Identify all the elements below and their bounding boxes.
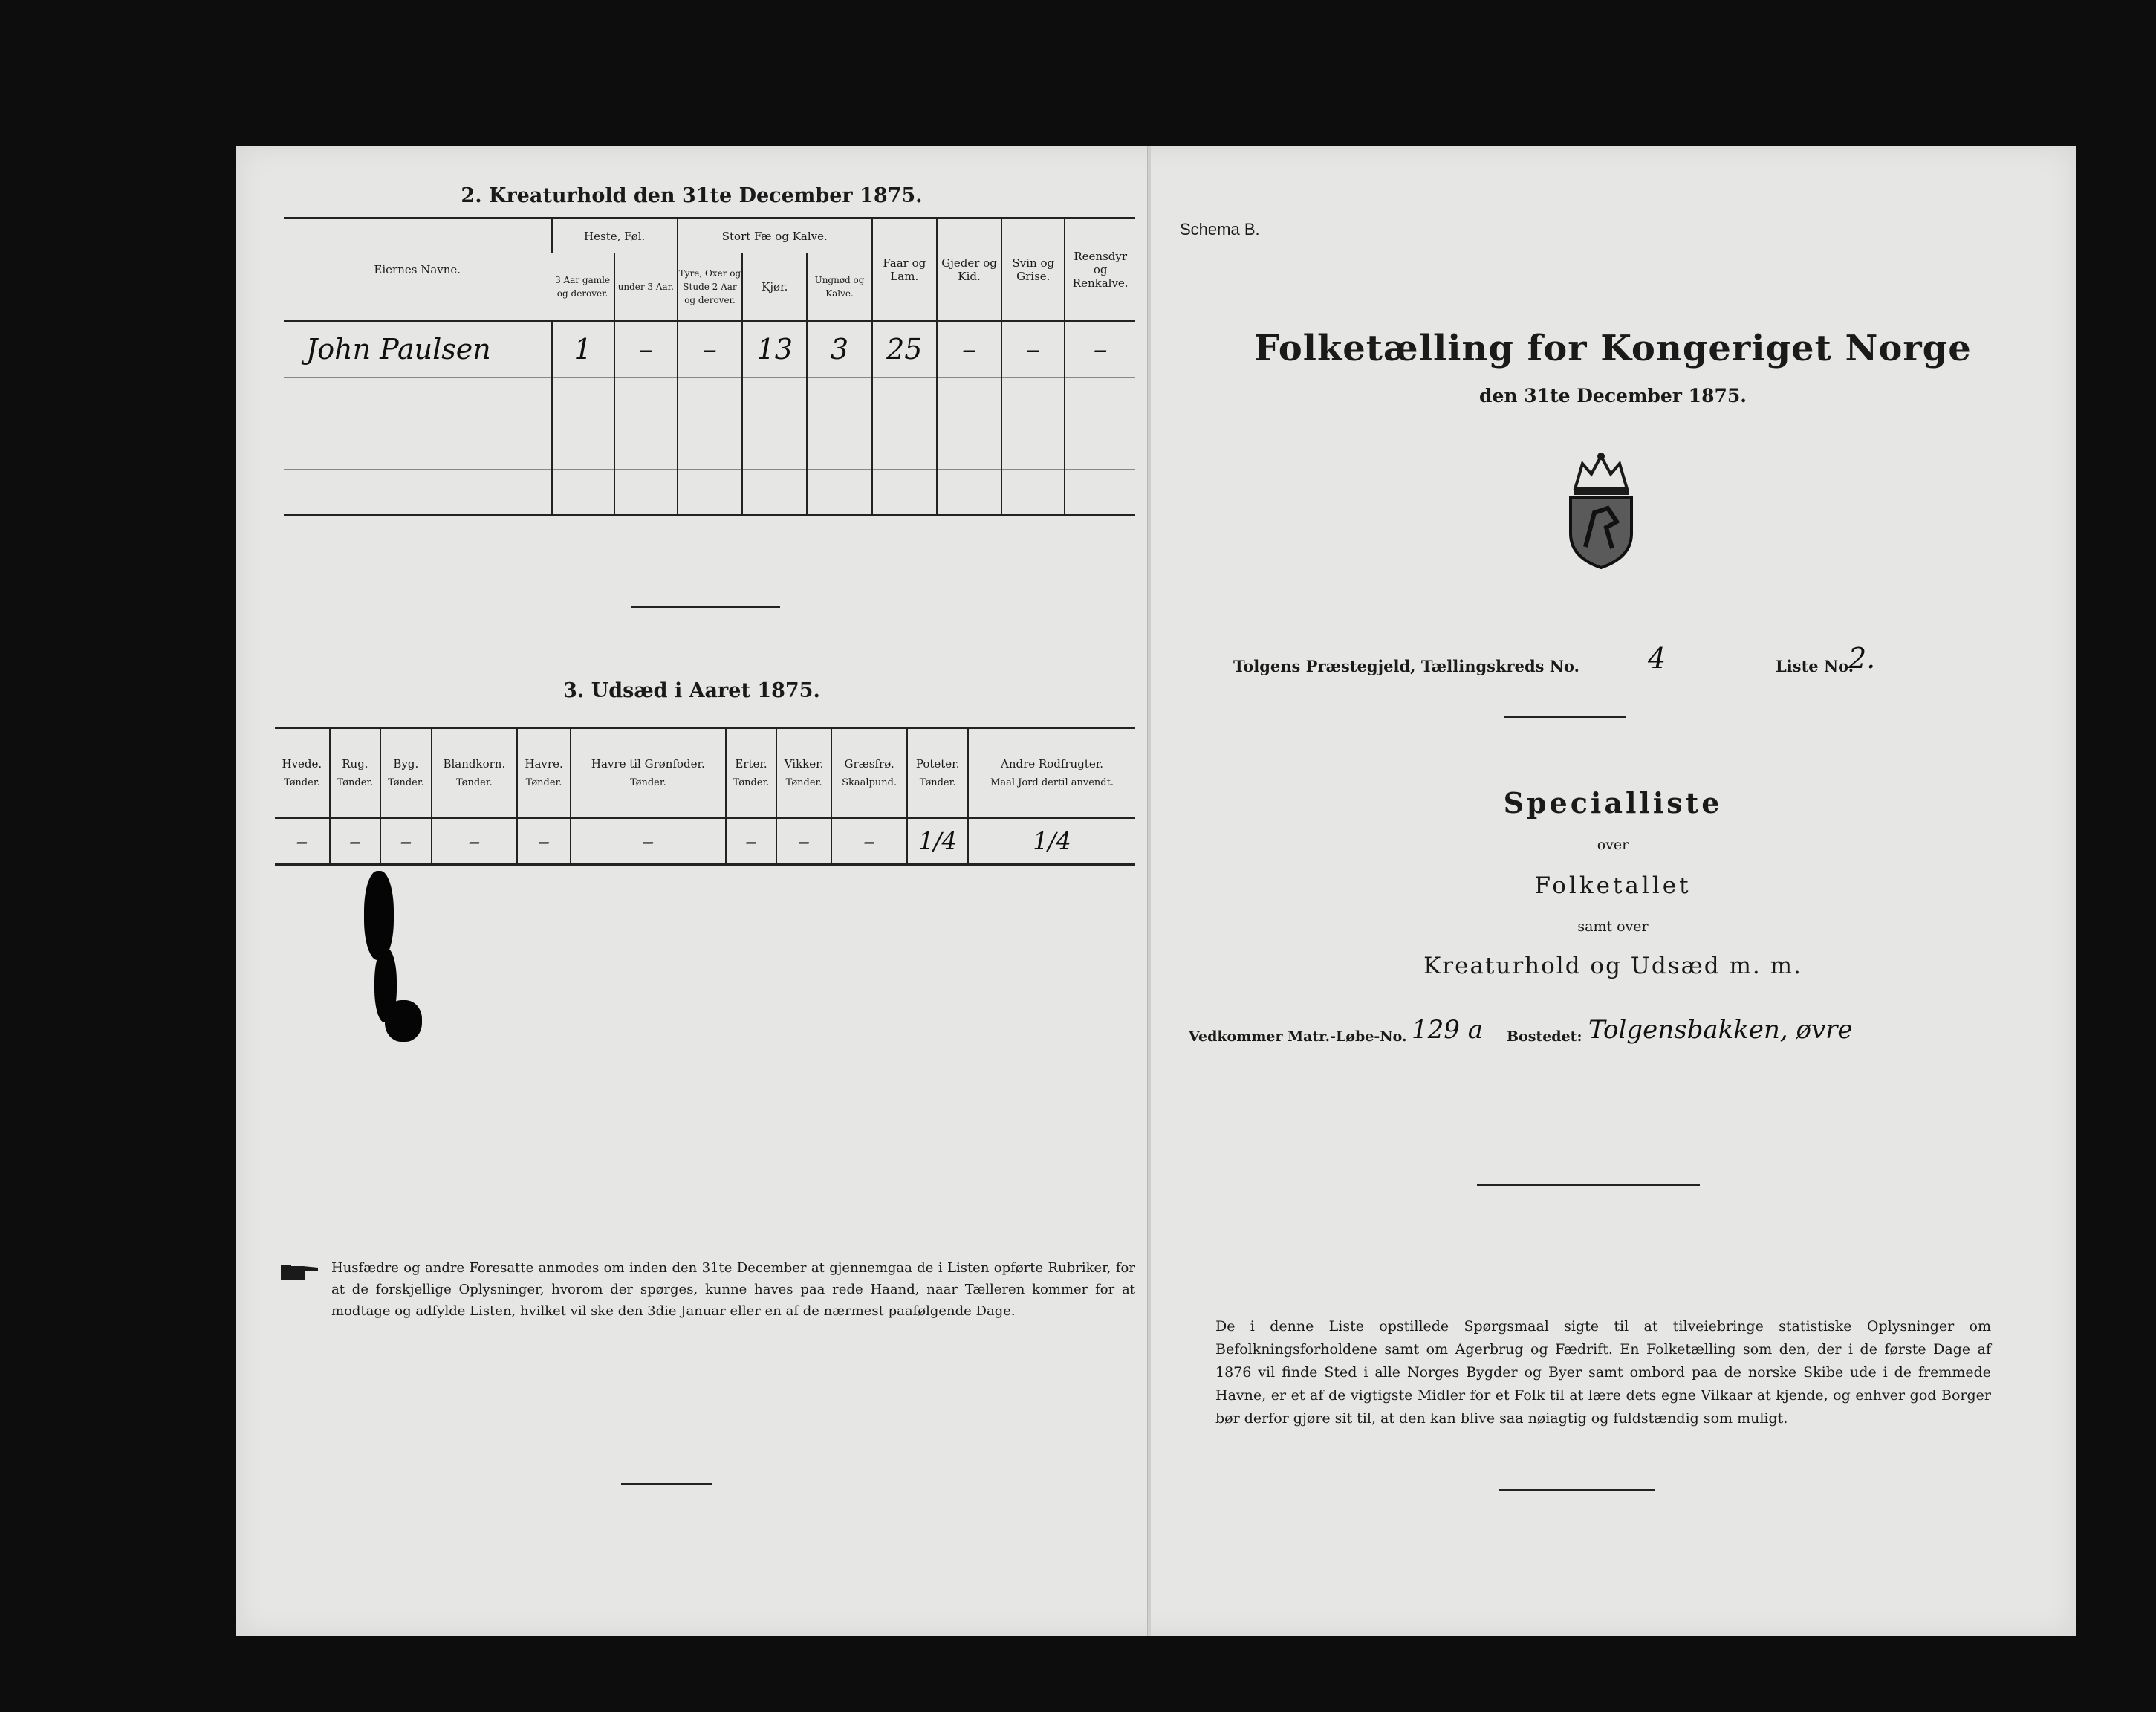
- owner-name: John Paulsen: [306, 333, 491, 366]
- seed-col-name: Rug.: [342, 756, 368, 771]
- seed-col-name: Havre til Grønfoder.: [591, 756, 705, 771]
- section-3-title: 3. Udsæd i Aaret 1875.: [563, 679, 820, 702]
- samt-over-text: samt over: [1577, 918, 1649, 935]
- matr-label: Vedkommer Matr.-Løbe-No.: [1189, 1028, 1407, 1045]
- seed-col-header: [517, 729, 571, 818]
- ink-blot-3: [385, 1000, 422, 1042]
- val-reinsdyr: –: [1065, 321, 1135, 378]
- seed-value: –: [571, 818, 726, 864]
- seed-col-header: [831, 729, 907, 818]
- divider-3: [1504, 716, 1626, 718]
- schema-label: Schema B.: [1180, 220, 1260, 239]
- seed-col-unit: Tønder.: [337, 776, 374, 788]
- coat-of-arms-icon: [1560, 450, 1642, 569]
- col-s-kjoer-header: Kjør.: [742, 253, 807, 320]
- seed-col-name: Græsfrø.: [844, 756, 894, 771]
- section-2-title: 2. Kreaturhold den 31te December 1875.: [461, 184, 923, 207]
- seed-col-unit: Tønder.: [785, 776, 822, 788]
- seed-col-header: [330, 729, 380, 818]
- matr-value: 129 a: [1412, 1015, 1483, 1045]
- val-s-kjoer: 13: [742, 321, 807, 378]
- intro-paragraph: De i denne Liste opstillede Spørgsmaal sigte til at tilveiebringe statistiske Oplysninger om Befolkningsforholdene samt om Agerbrug og Fædrift. En Folketælling som den, der i de første Dage af 1876 vil finde Sted i alle Norges Bygder og Byer samt ombord paa de norske Skibe ude i de fremmede Havne, er et af de vigtigste Midler for et Folk til at lære dets egne Vilkaar at kjende, og enhver god Borger bør derfor gjøre sit til, at den kan blive saa nøiagtig og fuldstændig som muligt.: [1215, 1318, 1991, 1427]
- pointing-hand-icon: [281, 1260, 319, 1283]
- val-s-young: 3: [807, 321, 871, 378]
- col-owner-header: Eiernes Navne.: [374, 262, 461, 276]
- seed-col-unit: Skaalpund.: [842, 776, 897, 788]
- folketallet-text: Folketallet: [1534, 872, 1692, 899]
- seed-col-header: [907, 729, 968, 818]
- col-reinsdyr-header: Reensdyr og Renkalve.: [1065, 219, 1135, 321]
- col-h-young-header: under 3 Aar.: [614, 253, 678, 320]
- specialliste-title: Specialliste: [1503, 786, 1723, 820]
- seed-col-unit: Tønder.: [919, 776, 956, 788]
- seed-col-unit: Tønder.: [525, 776, 562, 788]
- col-faar-header: Faar og Lam.: [872, 219, 937, 321]
- seed-value: –: [296, 826, 308, 855]
- over-text-1: over: [1597, 837, 1629, 853]
- seed-col-name: Erter.: [735, 756, 767, 771]
- seed-col-header: [432, 729, 518, 818]
- census-sheet: [236, 146, 2076, 1636]
- bosted-label: Bostedet:: [1507, 1028, 1582, 1045]
- seed-col-header: [380, 729, 431, 818]
- parish-line: [1233, 657, 1579, 675]
- seed-value: –: [831, 818, 907, 864]
- val-h-old: 1: [552, 321, 614, 378]
- seed-col-header: [571, 729, 726, 818]
- seed-col-unit: Tønder.: [733, 776, 770, 788]
- seed-col-unit: Tønder.: [283, 776, 320, 788]
- seed-col-header: [776, 729, 831, 818]
- seed-value: –: [380, 818, 431, 864]
- seed-col-name: Poteter.: [915, 756, 960, 771]
- seed-col-unit: Tønder.: [387, 776, 424, 788]
- census-subtitle: den 31te December 1875.: [1479, 385, 1747, 406]
- seed-col-unit: Tønder.: [629, 776, 666, 788]
- seed-table: [275, 729, 1135, 866]
- kreds-value: 4: [1648, 642, 1666, 675]
- divider-2: [621, 1483, 712, 1485]
- seed-col-header: [726, 729, 776, 818]
- liste-label: Liste No.: [1776, 657, 1854, 675]
- seed-col-header: [275, 729, 330, 818]
- val-gjeder: –: [937, 321, 1001, 378]
- seed-col-name: Andre Rodfrugter.: [1000, 756, 1104, 771]
- seed-col-unit: Tønder.: [455, 776, 493, 788]
- col-svin-header: Svin og Grise.: [1001, 219, 1065, 321]
- col-heste-header: Heste, Føl.: [552, 219, 678, 253]
- seed-value: 1/4: [968, 818, 1135, 864]
- seed-value: –: [432, 818, 518, 864]
- seed-value: –: [330, 818, 380, 864]
- livestock-table: [284, 219, 1135, 516]
- parish-name: Tolgens: [1233, 657, 1301, 675]
- val-h-young: –: [614, 321, 678, 378]
- seed-col-unit: Maal Jord dertil anvendt.: [990, 776, 1114, 788]
- seed-value: –: [726, 818, 776, 864]
- col-s-oxen-header: Tyre, Oxer og Stude 2 Aar og derover.: [678, 253, 742, 320]
- ink-blot: [364, 871, 394, 960]
- seed-col-name: Vikker.: [784, 756, 824, 771]
- val-svin: –: [1001, 321, 1065, 378]
- val-faar: 25: [872, 321, 937, 378]
- divider-4: [1477, 1184, 1700, 1186]
- col-h-old-header: 3 Aar gamle og derover.: [555, 274, 611, 299]
- kreaturhold-text: Kreaturhold og Udsæd m. m.: [1423, 953, 1802, 979]
- seed-col-header: [968, 729, 1135, 818]
- col-stort-fae-header: Stort Fæ og Kalve.: [678, 219, 872, 253]
- seed-value: –: [776, 818, 831, 864]
- kreds-label: Tællingskreds No.: [1420, 657, 1579, 675]
- bosted-value: Tolgensbakken, øvre: [1588, 1015, 1853, 1045]
- col-gjeder-header: Gjeder og Kid.: [937, 219, 1001, 321]
- census-title: Folketælling for Kongeriget Norge: [1254, 328, 1972, 369]
- liste-value: 2.: [1848, 642, 1876, 675]
- seed-col-name: Byg.: [393, 756, 419, 771]
- seed-value: –: [517, 818, 571, 864]
- notice-text: Husfædre og andre Foresatte anmodes om inden den 31te December at gjennemgaa de i Listen opførte Rubriker, for at de forskjellige Oplysninger, hvorom der spørges, kunne haves paa rede Haand, naar Tælleren kommer for at modtage og adfylde Listen, hvilket vil ske den 3die Januar eller en af de nærmest paafølgende Dage.: [331, 1260, 1135, 1319]
- parish-label: Præstegjeld,: [1305, 657, 1416, 675]
- seed-value: 1/4: [907, 818, 968, 864]
- val-s-oxen: –: [678, 321, 742, 378]
- seed-col-name: Blandkorn.: [443, 756, 506, 771]
- col-s-young-header: Ungnød og Kalve.: [807, 253, 871, 320]
- seed-col-name: Havre.: [525, 756, 563, 771]
- divider-5: [1499, 1489, 1655, 1491]
- divider-1: [631, 606, 780, 608]
- seed-col-name: Hvede.: [282, 756, 322, 771]
